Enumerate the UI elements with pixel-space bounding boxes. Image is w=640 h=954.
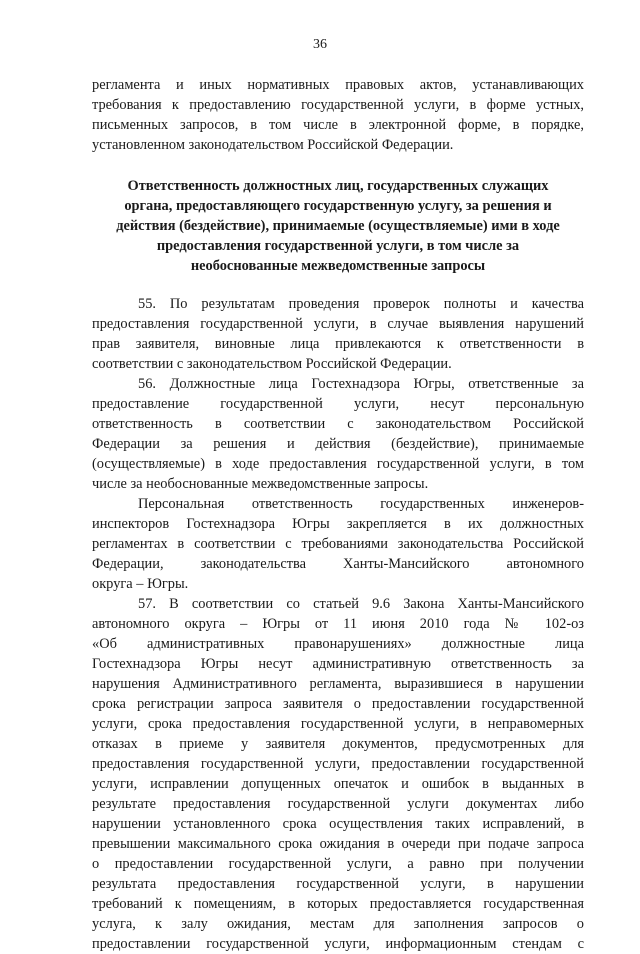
text-line: регламентах в соответствии с требованиями законодательства Российской xyxy=(92,536,584,552)
text-line: предоставления государственной услуги, предоставлении государственной xyxy=(92,756,584,772)
text-line: о предоставлении государственной услуги, а равно при получении xyxy=(92,856,584,872)
heading-line: необоснованные межведомственные запросы xyxy=(190,258,486,274)
text-line: письменных запросов, в том числе в электронной форме, в порядке, xyxy=(92,117,584,133)
heading-line: Ответственность должностных лиц, государственных служащих xyxy=(127,178,549,194)
heading-line: предоставления государственной услуги, в том числе за xyxy=(156,238,520,254)
paragraph-56 xyxy=(92,374,584,494)
text-line: Гостехнадзора Югры несут административную ответственность за xyxy=(92,656,584,672)
text-line: результате предоставления государственной услуги документах либо xyxy=(92,796,584,812)
text-line: Федерации за решения и действия (бездействие), принимаемые xyxy=(92,436,584,452)
text-line: регламента и иных нормативных правовых актов, устанавливающих xyxy=(92,77,584,93)
text-line: требований к помещениям, в которых предоставляется государственная xyxy=(92,896,584,912)
text-line: соответствии с законодательством Российской Федерации. xyxy=(92,356,452,372)
text-line: отказах в приеме у заявителя документов, предусмотренных для xyxy=(92,736,584,752)
paragraph-personal-responsibility xyxy=(92,494,584,594)
text-line: предоставления государственной услуги, в случае выявления нарушений xyxy=(92,316,584,332)
text-line: округа – Югры. xyxy=(92,576,189,592)
paragraph-55 xyxy=(92,294,584,374)
page-number: 36 xyxy=(313,37,327,52)
text-line: «Об административных правонарушениях» должностные лица xyxy=(92,636,584,652)
heading-line: действия (бездействие), принимаемые (осуществляемые) ими в ходе xyxy=(116,218,560,234)
text-line: инспекторов Гостехнадзора Югры закрепляется в их должностных xyxy=(92,516,584,532)
paragraph-57 xyxy=(92,594,584,954)
text-line: автономного округа – Югры от 11 июня 2010 года № 102-оз xyxy=(92,616,584,632)
text-line: 57. В соответствии со статьей 9.6 Закона Ханты-Мансийского xyxy=(138,596,584,612)
text-line: услуги, срока предоставления государственной услуги, в неправомерных xyxy=(92,716,584,732)
section-heading xyxy=(92,176,584,276)
heading-line: органа, предоставляющего государственную услугу, за решения и xyxy=(124,198,552,214)
text-line: нарушения Административного регламента, выразившиеся в нарушении xyxy=(92,676,584,692)
text-line: срока регистрации запроса заявителя о предоставлении государственной xyxy=(92,696,584,712)
text-line: (осуществляемые) в ходе предоставления государственной услуги, в том xyxy=(92,456,584,472)
text-line: предоставление государственной услуги, несут персональную xyxy=(92,396,584,412)
text-line: Персональная ответственность государственных инженеров- xyxy=(138,496,584,512)
text-line: установленном законодательством Российской Федерации. xyxy=(92,137,454,153)
paragraph-continuation xyxy=(92,75,584,155)
text-line: превышении максимального срока ожидания в очереди при подаче запроса xyxy=(92,836,584,852)
text-line: результата предоставления государственной услуги, в нарушении xyxy=(92,876,584,892)
text-line: ответственность в соответствии с законодательством Российской xyxy=(92,416,584,432)
text-line: прав заявителя, виновные лица привлекаются к ответственности в xyxy=(92,336,584,352)
document-body xyxy=(92,75,584,954)
text-line: числе за необоснованные межведомственные запросы. xyxy=(92,476,429,492)
text-line: 56. Должностные лица Гостехнадзора Югры, ответственные за xyxy=(138,376,584,392)
text-line: 55. По результатам проведения проверок полноты и качества xyxy=(138,296,584,312)
text-line: услуга, к залу ожидания, местам для заполнения запросов о xyxy=(92,916,584,932)
text-line: Федерации, законодательства Ханты-Мансийского автономного xyxy=(92,556,584,572)
text-line: услуги, исправлении допущенных опечаток и ошибок в выданных в xyxy=(92,776,584,792)
text-line: предоставлении государственной услуги, информационным стендам с xyxy=(92,936,584,952)
text-line: требования к предоставлению государственной услуги, в форме устных, xyxy=(92,97,584,113)
text-line: нарушении установленного срока осуществления таких исправлений, в xyxy=(92,816,584,832)
